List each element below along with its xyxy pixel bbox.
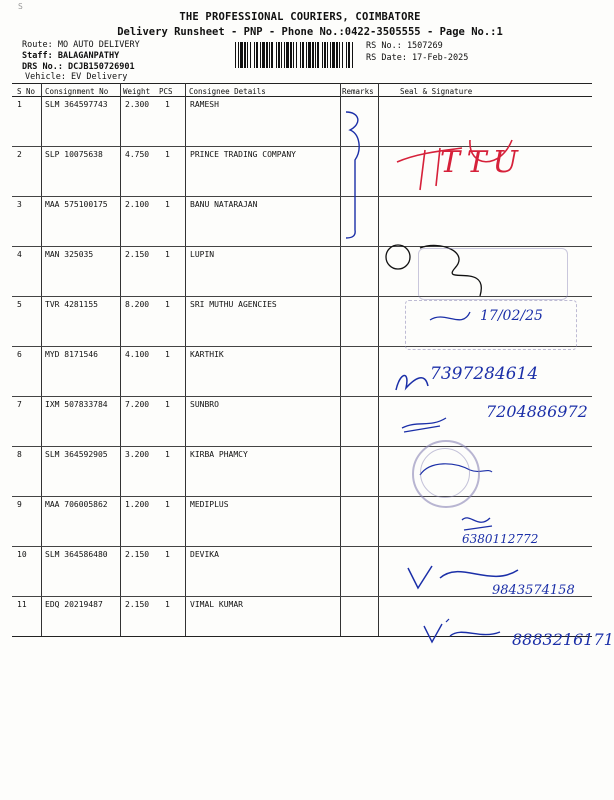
row-sno: 8: [17, 450, 22, 459]
row-pcs: 1: [165, 200, 170, 209]
row-consignment-no: MYD 8171546: [45, 350, 98, 359]
runsheet-title: Delivery Runsheet - PNP - Phone No.:0422-3505555 - Page No.:1: [117, 26, 503, 38]
row-sno: 2: [17, 150, 22, 159]
row-pcs: 1: [165, 250, 170, 259]
drs-number: DRS No.: DCJB150726901: [22, 62, 135, 72]
row-consignment-no: MAN 325035: [45, 250, 94, 259]
row-sno: 3: [17, 200, 22, 209]
col-header-sno: S No: [17, 87, 36, 96]
pharmacy-seal-inner: [420, 448, 470, 498]
row-weight: 4.100: [125, 350, 150, 359]
row-sno: 5: [17, 300, 22, 309]
phone-handwriting: 7397284614: [430, 364, 539, 384]
staff-label: Staff: BALAGANPATHY: [22, 51, 120, 61]
row-consignee: DEVIKA: [190, 550, 219, 559]
company-name: THE PROFESSIONAL COURIERS, COIMBATORE: [179, 11, 421, 23]
col-header-consignment: Consignment No: [45, 87, 109, 96]
row-consignment-no: MAA 706005862: [45, 500, 108, 509]
row-consignee: SUNBRO: [190, 400, 219, 409]
row-consignment-no: MAA 575100175: [45, 200, 108, 209]
rs-date: RS Date: 17-Feb-2025: [366, 53, 469, 63]
rs-number: RS No.: 1507269: [366, 41, 443, 51]
signature-loop: [386, 245, 410, 269]
phone-handwriting: 8883216171: [512, 630, 614, 649]
row-weight: 2.300: [125, 100, 150, 109]
red-signature-stroke: [420, 150, 425, 190]
row-sno: 7: [17, 400, 22, 409]
col-header-remarks: Remarks: [342, 87, 374, 96]
row-consignee: VIMAL KUMAR: [190, 600, 243, 609]
delivery-date-handwriting: 17/02/25: [480, 308, 543, 324]
row-weight: 7.200: [125, 400, 150, 409]
row-pcs: 1: [165, 550, 170, 559]
row-consignee: KARTHIK: [190, 350, 224, 359]
row-consignment-no: IXM 507833784: [45, 400, 108, 409]
row-weight: 8.200: [125, 300, 150, 309]
row-pcs: 1: [165, 500, 170, 509]
row-weight: 3.200: [125, 450, 150, 459]
col-header-weight: Weight: [123, 87, 151, 96]
row-consignee: KIRBA PHAMCY: [190, 450, 248, 459]
vehicle-label: Vehicle: EV Delivery: [25, 72, 128, 82]
row-sno: 1: [17, 100, 22, 109]
row-consignee: BANU NATARAJAN: [190, 200, 258, 209]
row-pcs: 1: [165, 600, 170, 609]
col-header-pcs: PCS: [159, 87, 173, 96]
row-consignment-no: EDQ 20219487: [45, 600, 103, 609]
row-pcs: 1: [165, 100, 170, 109]
row-pcs: 1: [165, 450, 170, 459]
row-pcs: 1: [165, 400, 170, 409]
col-header-signature: Seal & Signature: [400, 87, 473, 96]
remark-handwriting: TTU: [440, 145, 524, 180]
row-weight: 2.150: [125, 600, 150, 609]
row-sno: 10: [17, 550, 27, 559]
signature-stroke: [462, 518, 492, 530]
signature-stroke: [396, 375, 428, 390]
signature-stroke: [424, 624, 500, 642]
phone-handwriting: 6380112772: [462, 532, 539, 546]
row-consignment-no: TVR 4281155: [45, 300, 98, 309]
phone-handwriting: 7204886972: [486, 402, 588, 421]
col-header-consignee: Consignee Details: [189, 87, 266, 96]
row-consignment-no: SLM 364592905: [45, 450, 108, 459]
row-consignee: LUPIN: [190, 250, 215, 259]
row-pcs: 1: [165, 150, 170, 159]
signature-stroke: [446, 619, 449, 622]
row-sno: 6: [17, 350, 22, 359]
row-consignee: MEDIPLUS: [190, 500, 229, 509]
row-sno: 11: [17, 600, 27, 609]
route-label: Route: MO AUTO DELIVERY: [22, 40, 140, 50]
row-weight: 2.150: [125, 550, 150, 559]
row-weight: 4.750: [125, 150, 150, 159]
row-weight: 2.150: [125, 250, 150, 259]
row-weight: 2.100: [125, 200, 150, 209]
company-stamp: [418, 248, 568, 300]
row-consignee: RAMESH: [190, 100, 219, 109]
row-sno: 9: [17, 500, 22, 509]
row-pcs: 1: [165, 300, 170, 309]
corner-mark: S: [18, 2, 23, 11]
row-consignee: PRINCE TRADING COMPANY: [190, 150, 296, 159]
phone-handwriting: 9843574158: [492, 583, 575, 598]
row-weight: 1.200: [125, 500, 150, 509]
row-consignment-no: SLM 364586480: [45, 550, 108, 559]
signature-stroke: [402, 418, 446, 432]
row-pcs: 1: [165, 350, 170, 359]
remarks-bracket: [346, 112, 359, 238]
row-consignment-no: SLM 364597743: [45, 100, 108, 109]
row-sno: 4: [17, 250, 22, 259]
row-consignee: SRI MUTHU AGENCIES: [190, 300, 277, 309]
row-consignment-no: SLP 10075638: [45, 150, 103, 159]
